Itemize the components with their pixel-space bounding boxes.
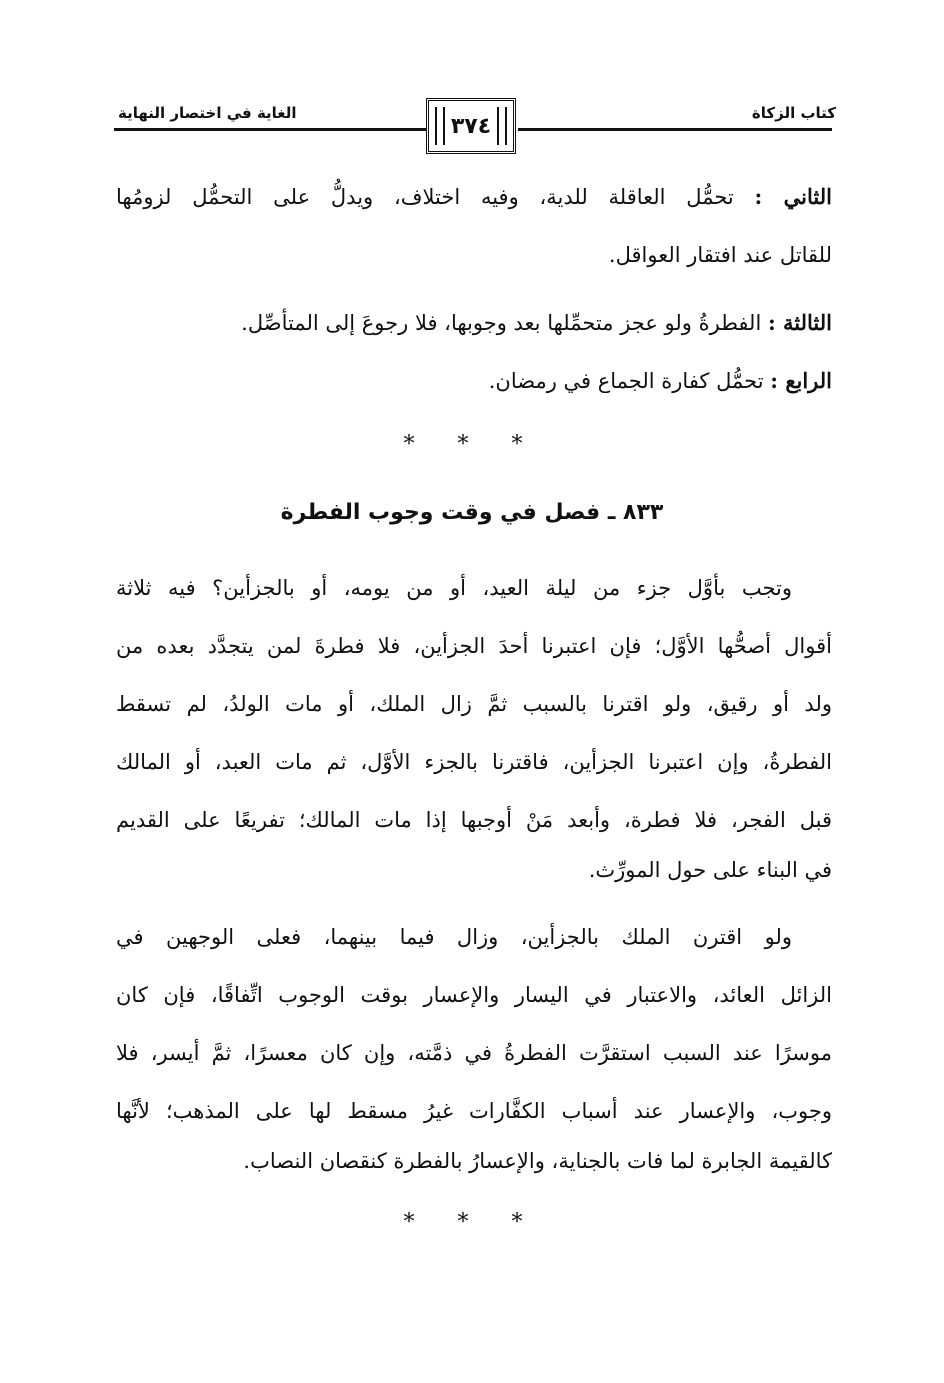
para1-text-1: تحمُّل العاقلة للدية، وفيه اختلاف، ويدلُّ على التحمُّل لزومُها (116, 185, 734, 209)
para3-text-1: تحمُّل كفارة الجماع في رمضان. (488, 369, 764, 393)
section-line-5: قبل الفجر، فلا فطرة، وأبعد مَنْ أوجبها إذا مات المالك؛ تفريعًا على القديم (116, 808, 832, 832)
para2-line1 (116, 308, 832, 338)
section-line-2: أقوال أصحُّها الأوَّل؛ فإن اعتبرنا أحدَ الجزأين، فلا فطرةَ لمن يتجدَّد بعده من (116, 634, 832, 658)
running-header-book-title: الغاية في اختصار النهاية (118, 104, 297, 122)
para2-label: الثالثة : (767, 310, 832, 335)
para3-label: الرابع : (770, 368, 832, 393)
section-line-4: الفطرةُ، وإن اعتبرنا الجزأين، فاقترنا بالجزء الأوَّل، ثم مات العبد، أو المالك (116, 750, 832, 774)
section-line-3: ولد أو رقيق، ولو اقترنا بالسبب ثمَّ زال الملك، أو مات الولدُ، لم تسقط (116, 692, 832, 716)
separator-stars-1: * * * (403, 432, 541, 457)
header-rule-right (518, 128, 832, 131)
para1-label: الثاني : (754, 184, 832, 209)
para5-line-1: ولو اقترن الملك بالجزأين، وزال فيما بينهما، فعلى الوجهين في (116, 925, 792, 949)
page-number-frame (426, 98, 516, 154)
para3-line1 (116, 366, 832, 396)
para2-text-1: الفطرةُ ولو عجز متحمِّلها بعد وجوبها، فلا رجوعَ إلى المتأصِّل. (241, 311, 762, 335)
header-rule-left (114, 128, 426, 131)
section-line-1: وتجب بأوَّل جزء من ليلة العيد، أو من يومه، أو بالجزأين؟ فيه ثلاثة (116, 576, 792, 600)
para5-line-2: الزائل العائد، والاعتبار في اليسار والإعسار بوقت الوجوب اتِّفاقًا، فإن كان (116, 983, 832, 1007)
page-number: ٣٧٤ (450, 113, 492, 139)
para5-line-4: وجوب، والإعسار عند أسباب الكفَّارات غيرُ مسقط لها على المذهب؛ لأنَّها (116, 1099, 832, 1123)
para1-line2: للقاتل عند افتقار العواقل. (608, 243, 832, 267)
para5-line-5: كالقيمة الجابرة لما فات بالجناية، والإعسارُ بالفطرة كنقصان النصاب. (243, 1149, 832, 1173)
para5-line-3: موسرًا عند السبب استقرَّت الفطرةُ في ذمَّته، وإن كان معسرًا، ثمَّ أيسر، فلا (116, 1041, 832, 1065)
section-heading: ٨٣٣ ـ فصل في وقت وجوب الفطرة (280, 500, 664, 525)
section-line-6: في البناء على حول المورِّث. (588, 858, 832, 882)
running-header-chapter: كتاب الزكاة (751, 104, 836, 122)
separator-stars-2: * * * (403, 1210, 541, 1235)
para1-line1 (116, 182, 832, 212)
